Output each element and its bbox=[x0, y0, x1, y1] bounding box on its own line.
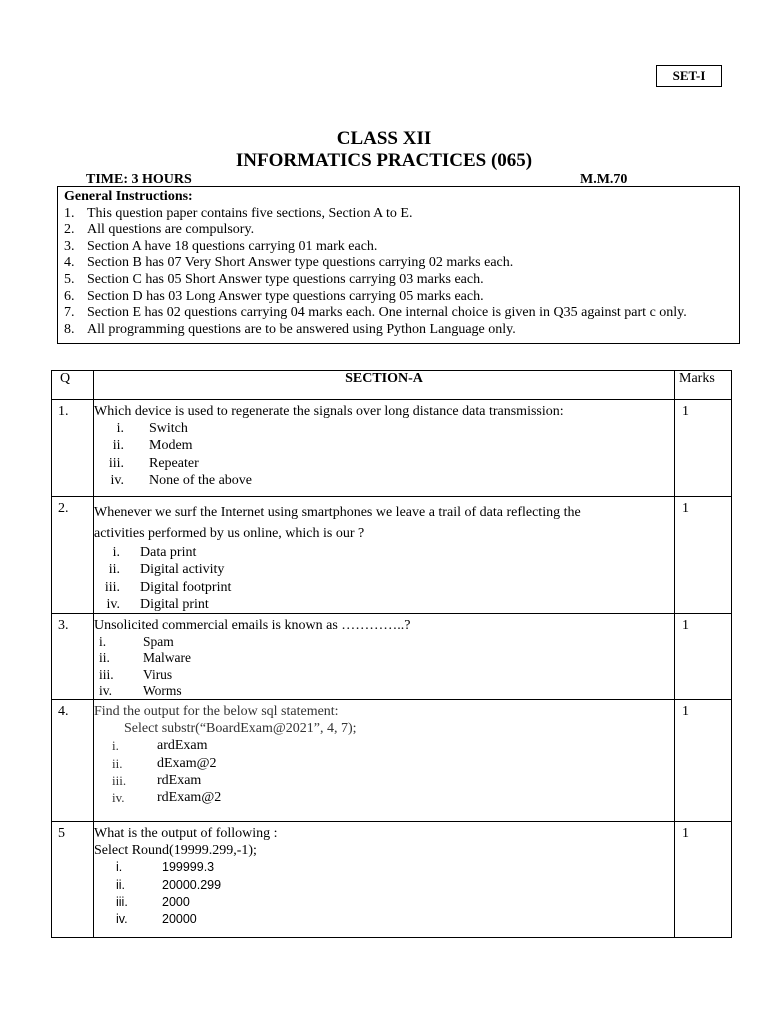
option-item bbox=[94, 579, 674, 596]
instruction-number: 7. bbox=[64, 305, 75, 321]
option-number: ii. bbox=[116, 877, 126, 892]
question-body bbox=[94, 614, 675, 700]
question-number: 5 bbox=[52, 822, 94, 938]
instruction-text: All programming questions are to be answered using Python Language only. bbox=[87, 321, 516, 337]
option-text: Digital footprint bbox=[140, 579, 232, 595]
options-list bbox=[94, 737, 674, 806]
option-number: ii. bbox=[112, 438, 124, 454]
question-body bbox=[94, 700, 675, 822]
option-number: i. bbox=[112, 738, 119, 754]
option-item bbox=[94, 667, 674, 683]
option-item bbox=[94, 683, 674, 699]
option-text: Virus bbox=[143, 666, 173, 682]
option-text: 20000.299 bbox=[162, 877, 222, 892]
header-q: Q bbox=[52, 371, 94, 400]
instruction-text: Section D has 03 Long Answer type questions carrying 05 marks each. bbox=[87, 288, 484, 304]
option-item bbox=[94, 455, 674, 472]
question-marks: 1 bbox=[675, 497, 732, 614]
option-text: 20000 bbox=[162, 912, 197, 927]
sql-statement: Select substr(“BoardExam@2021”, 4, 7); bbox=[124, 721, 357, 737]
option-item bbox=[94, 650, 674, 666]
option-text: 199999.3 bbox=[162, 860, 215, 875]
question-number: 4. bbox=[52, 700, 94, 822]
option-text: Digital print bbox=[140, 596, 209, 612]
instruction-number: 2. bbox=[64, 222, 75, 238]
option-item bbox=[94, 877, 674, 894]
instruction-item bbox=[64, 255, 733, 272]
option-item bbox=[94, 772, 674, 789]
option-text: Digital activity bbox=[140, 562, 225, 578]
option-number: ii. bbox=[99, 650, 110, 666]
question-row bbox=[52, 497, 732, 614]
instruction-number: 3. bbox=[64, 238, 75, 254]
question-text: Find the output for the below sql statement: bbox=[94, 704, 339, 720]
option-text: Spam bbox=[143, 634, 174, 650]
option-number: i. bbox=[99, 634, 107, 650]
instruction-item bbox=[64, 305, 733, 322]
option-text: Modem bbox=[149, 438, 193, 454]
subject-title: INFORMATICS PRACTICES (065) bbox=[235, 150, 533, 171]
instruction-item bbox=[64, 272, 733, 289]
option-item bbox=[94, 561, 674, 578]
instruction-number: 6. bbox=[64, 288, 75, 304]
option-item bbox=[94, 420, 674, 437]
option-number: iv. bbox=[112, 790, 125, 806]
option-number: iii. bbox=[112, 772, 127, 788]
question-row bbox=[52, 700, 732, 822]
instructions-list bbox=[64, 206, 733, 339]
instruction-text: Section C has 05 Short Answer type questions carrying 03 marks each. bbox=[87, 271, 484, 287]
question-text: Unsolicited commercial emails is known as …………..? bbox=[94, 618, 411, 634]
time-label: TIME: 3 HOURS bbox=[86, 172, 192, 187]
question-row bbox=[52, 614, 732, 700]
option-item bbox=[94, 634, 674, 650]
option-text: ardExam bbox=[157, 738, 208, 754]
option-item bbox=[94, 789, 674, 806]
option-number: iii. bbox=[116, 894, 128, 909]
option-text: rdExam bbox=[157, 772, 202, 788]
instruction-item bbox=[64, 322, 733, 339]
question-body bbox=[94, 497, 675, 614]
question-body bbox=[94, 822, 675, 938]
question-text-line1: Whenever we surf the Internet using smartphones we leave a trail of data reflecting the bbox=[94, 505, 581, 520]
option-item bbox=[94, 894, 674, 911]
class-title: CLASS XII bbox=[336, 128, 432, 149]
question-text: Which device is used to regenerate the signals over long distance data transmission: bbox=[94, 404, 564, 419]
instruction-number: 4. bbox=[64, 255, 75, 271]
option-item bbox=[94, 755, 674, 772]
instruction-text: All questions are compulsory. bbox=[87, 222, 255, 238]
instruction-number: 8. bbox=[64, 321, 75, 337]
question-row bbox=[52, 822, 732, 938]
table-header-row bbox=[52, 371, 732, 400]
question-text-line2: activities performed by us online, which is our ? bbox=[94, 526, 365, 541]
set-label: SET-I bbox=[656, 65, 722, 87]
option-number: iv. bbox=[99, 683, 112, 699]
question-number: 3. bbox=[52, 614, 94, 700]
options-list bbox=[94, 859, 674, 928]
question-text-line1: What is the output of following : bbox=[94, 826, 278, 842]
question-row bbox=[52, 400, 732, 497]
option-number: i. bbox=[116, 421, 124, 436]
option-text: Data print bbox=[140, 545, 197, 560]
option-text: Worms bbox=[143, 683, 182, 699]
question-number: 2. bbox=[52, 497, 94, 614]
option-item bbox=[94, 737, 674, 754]
question-marks: 1 bbox=[675, 400, 732, 497]
option-text: 2000 bbox=[162, 894, 190, 909]
option-number: ii. bbox=[108, 562, 120, 578]
option-number: iv. bbox=[106, 596, 120, 612]
option-item bbox=[94, 911, 674, 928]
options-list bbox=[94, 420, 674, 489]
questions-table bbox=[51, 370, 732, 938]
option-text: dExam@2 bbox=[157, 755, 217, 771]
options-list bbox=[94, 634, 674, 699]
option-text: Repeater bbox=[149, 455, 199, 471]
option-text: Switch bbox=[149, 421, 188, 436]
question-marks: 1 bbox=[675, 822, 732, 938]
option-number: ii. bbox=[112, 755, 123, 771]
option-text: Malware bbox=[143, 650, 191, 666]
instructions-heading: General Instructions: bbox=[64, 189, 193, 204]
instruction-item bbox=[64, 289, 733, 306]
option-number: iii. bbox=[108, 455, 124, 471]
instruction-text: Section E has 02 questions carrying 04 marks each. One internal choice is given in Q35 against part c only. bbox=[87, 305, 687, 321]
question-marks: 1 bbox=[675, 614, 732, 700]
question-marks: 1 bbox=[675, 700, 732, 822]
option-text: rdExam@2 bbox=[157, 790, 222, 806]
instruction-item bbox=[64, 239, 733, 256]
header-section: SECTION-A bbox=[94, 371, 675, 400]
option-number: iv. bbox=[110, 472, 124, 488]
option-number: iii. bbox=[99, 666, 114, 682]
option-item bbox=[94, 596, 674, 613]
instruction-text: Section B has 07 Very Short Answer type questions carrying 02 marks each. bbox=[87, 255, 514, 271]
instruction-item bbox=[64, 222, 733, 239]
max-marks-label: M.M.70 bbox=[580, 172, 628, 187]
instruction-text: This question paper contains five sections, Section A to E. bbox=[87, 205, 413, 221]
option-number: iv. bbox=[116, 912, 128, 927]
instruction-number: 1. bbox=[64, 205, 75, 221]
options-list bbox=[94, 544, 674, 613]
instruction-text: Section A have 18 questions carrying 01 mark each. bbox=[87, 238, 378, 254]
general-instructions-box bbox=[57, 186, 740, 344]
header-marks: Marks bbox=[675, 371, 732, 400]
option-item bbox=[94, 859, 674, 876]
option-item bbox=[94, 544, 674, 561]
instruction-number: 5. bbox=[64, 271, 75, 287]
question-number: 1. bbox=[52, 400, 94, 497]
option-item bbox=[94, 437, 674, 454]
option-number: i. bbox=[112, 545, 120, 560]
option-number: iii. bbox=[104, 579, 120, 595]
question-body bbox=[94, 400, 675, 497]
instruction-item bbox=[64, 206, 733, 223]
option-number: i. bbox=[116, 860, 123, 875]
question-text-line2: Select Round(19999.299,-1); bbox=[94, 843, 257, 859]
option-text: None of the above bbox=[149, 472, 253, 488]
option-item bbox=[94, 472, 674, 489]
